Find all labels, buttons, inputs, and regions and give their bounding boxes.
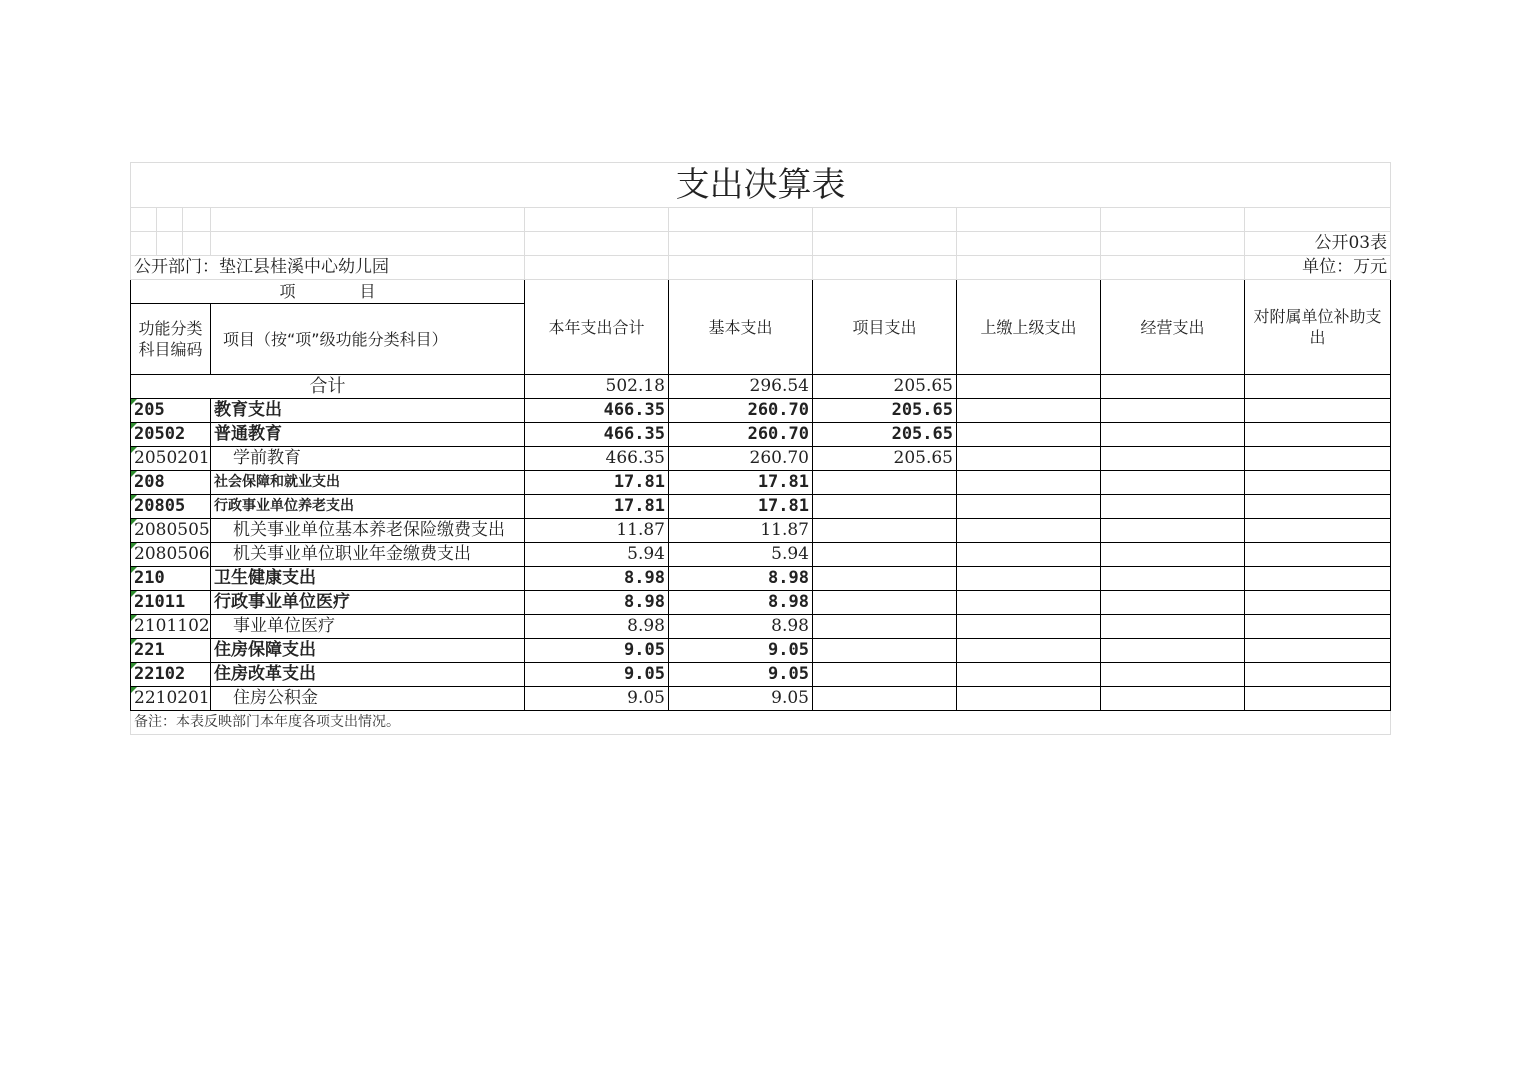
empty-cell [957, 687, 1101, 711]
table-row [131, 639, 1391, 663]
row-total: 17.81 [525, 471, 669, 495]
row-name: 社会保障和就业支出 [211, 471, 525, 495]
row-name: 机关事业单位职业年金缴费支出 [211, 543, 525, 567]
row-total: 9.05 [525, 663, 669, 687]
row-code: 208 [131, 471, 211, 495]
row-total: 466.35 [525, 447, 669, 471]
empty-cell [1245, 471, 1391, 495]
expenditure-table [130, 162, 1391, 735]
table-row [131, 687, 1391, 711]
empty-cell [1101, 471, 1245, 495]
total-row [131, 375, 1391, 399]
row-project [813, 591, 957, 615]
empty-cell [1245, 567, 1391, 591]
row-project: 205.65 [813, 399, 957, 423]
empty-cell [1101, 543, 1245, 567]
row-total: 8.98 [525, 591, 669, 615]
empty-cell [957, 399, 1101, 423]
row-basic: 8.98 [669, 567, 813, 591]
empty-cell [1101, 423, 1245, 447]
table-row [131, 615, 1391, 639]
row-total: 5.94 [525, 543, 669, 567]
row-code: 2101102 [131, 615, 211, 639]
row-code: 2050201 [131, 447, 211, 471]
row-name: 行政事业单位养老支出 [211, 495, 525, 519]
empty-cell [1101, 495, 1245, 519]
empty-cell [957, 423, 1101, 447]
table-row [131, 591, 1391, 615]
empty-cell [1101, 519, 1245, 543]
empty-cell [1245, 663, 1391, 687]
row-name: 住房公积金 [211, 687, 525, 711]
table-row [131, 399, 1391, 423]
row-total: 466.35 [525, 423, 669, 447]
empty-cell [1245, 519, 1391, 543]
table-row [131, 567, 1391, 591]
row-basic: 9.05 [669, 663, 813, 687]
empty-cell [1245, 423, 1391, 447]
empty-cell [1101, 447, 1245, 471]
empty-cell [957, 591, 1101, 615]
row-code: 2080506 [131, 543, 211, 567]
row-code: 22102 [131, 663, 211, 687]
empty-cell [1245, 687, 1391, 711]
row-project [813, 567, 957, 591]
table-row [131, 471, 1391, 495]
empty-cell [957, 519, 1101, 543]
department-label: 公开部门：垫江县桂溪中心幼儿园 [131, 256, 525, 280]
page-title: 支出决算表 [131, 163, 1391, 208]
header-name: 项目（按“项”级功能分类科目） [211, 304, 525, 375]
row-project [813, 471, 957, 495]
empty-cell [1245, 495, 1391, 519]
row-name: 机关事业单位基本养老保险缴费支出 [211, 519, 525, 543]
empty-cell [1245, 615, 1391, 639]
empty-cell [957, 471, 1101, 495]
header-code: 功能分类科目编码 [131, 304, 211, 375]
row-basic: 5.94 [669, 543, 813, 567]
empty-cell [1101, 567, 1245, 591]
row-name: 教育支出 [211, 399, 525, 423]
expenditure-sheet [130, 162, 1390, 735]
empty-cell [957, 495, 1101, 519]
table-row [131, 663, 1391, 687]
row-code: 2210201 [131, 687, 211, 711]
empty-cell [1101, 639, 1245, 663]
row-basic: 11.87 [669, 519, 813, 543]
row-project: 205.65 [813, 447, 957, 471]
empty-cell [1245, 447, 1391, 471]
unit-label: 单位：万元 [1245, 256, 1391, 280]
row-project [813, 615, 957, 639]
row-code: 205 [131, 399, 211, 423]
table-note: 备注：本表反映部门本年度各项支出情况。 [131, 711, 1391, 735]
empty-cell [1245, 591, 1391, 615]
table-row [131, 423, 1391, 447]
row-total: 8.98 [525, 567, 669, 591]
empty-cell [1245, 639, 1391, 663]
header-project: 项 目 [131, 280, 525, 304]
row-name: 学前教育 [211, 447, 525, 471]
empty-cell [957, 615, 1101, 639]
total-amount: 502.18 [525, 375, 669, 399]
empty-cell [1101, 591, 1245, 615]
row-code: 20805 [131, 495, 211, 519]
table-row [131, 495, 1391, 519]
row-code: 21011 [131, 591, 211, 615]
empty-cell [1101, 615, 1245, 639]
row-basic: 9.05 [669, 687, 813, 711]
row-total: 9.05 [525, 639, 669, 663]
row-total: 17.81 [525, 495, 669, 519]
row-basic: 17.81 [669, 471, 813, 495]
total-basic: 296.54 [669, 375, 813, 399]
header-basic: 基本支出 [669, 280, 813, 375]
header-subsidiary: 对附属单位补助支出 [1245, 280, 1391, 375]
row-name: 行政事业单位医疗 [211, 591, 525, 615]
row-project [813, 663, 957, 687]
row-project [813, 687, 957, 711]
empty-cell [1101, 399, 1245, 423]
total-label: 合计 [131, 375, 525, 399]
empty-cell [1245, 543, 1391, 567]
table-row [131, 543, 1391, 567]
row-basic: 260.70 [669, 447, 813, 471]
row-code: 210 [131, 567, 211, 591]
row-total: 11.87 [525, 519, 669, 543]
empty-cell [1101, 663, 1245, 687]
row-total: 466.35 [525, 399, 669, 423]
row-code: 20502 [131, 423, 211, 447]
row-basic: 8.98 [669, 591, 813, 615]
row-total: 9.05 [525, 687, 669, 711]
row-project [813, 519, 957, 543]
header-total: 本年支出合计 [525, 280, 669, 375]
header-upper-payment: 上缴上级支出 [957, 280, 1101, 375]
empty-cell [1101, 687, 1245, 711]
row-project [813, 639, 957, 663]
row-name: 事业单位医疗 [211, 615, 525, 639]
row-total: 8.98 [525, 615, 669, 639]
row-name: 住房保障支出 [211, 639, 525, 663]
row-basic: 17.81 [669, 495, 813, 519]
total-project: 205.65 [813, 375, 957, 399]
row-basic: 260.70 [669, 399, 813, 423]
empty-cell [957, 663, 1101, 687]
empty-cell [957, 447, 1101, 471]
row-name: 住房改革支出 [211, 663, 525, 687]
row-code: 221 [131, 639, 211, 663]
row-name: 普通教育 [211, 423, 525, 447]
row-basic: 260.70 [669, 423, 813, 447]
empty-cell [957, 543, 1101, 567]
form-id: 公开03表 [1245, 232, 1391, 256]
row-name: 卫生健康支出 [211, 567, 525, 591]
table-row [131, 519, 1391, 543]
header-project-expenditure: 项目支出 [813, 280, 957, 375]
empty-cell [957, 567, 1101, 591]
row-project [813, 495, 957, 519]
row-project: 205.65 [813, 423, 957, 447]
row-code: 2080505 [131, 519, 211, 543]
table-row [131, 447, 1391, 471]
empty-cell [1245, 399, 1391, 423]
row-basic: 8.98 [669, 615, 813, 639]
header-business: 经营支出 [1101, 280, 1245, 375]
empty-cell [957, 639, 1101, 663]
row-basic: 9.05 [669, 639, 813, 663]
row-project [813, 543, 957, 567]
